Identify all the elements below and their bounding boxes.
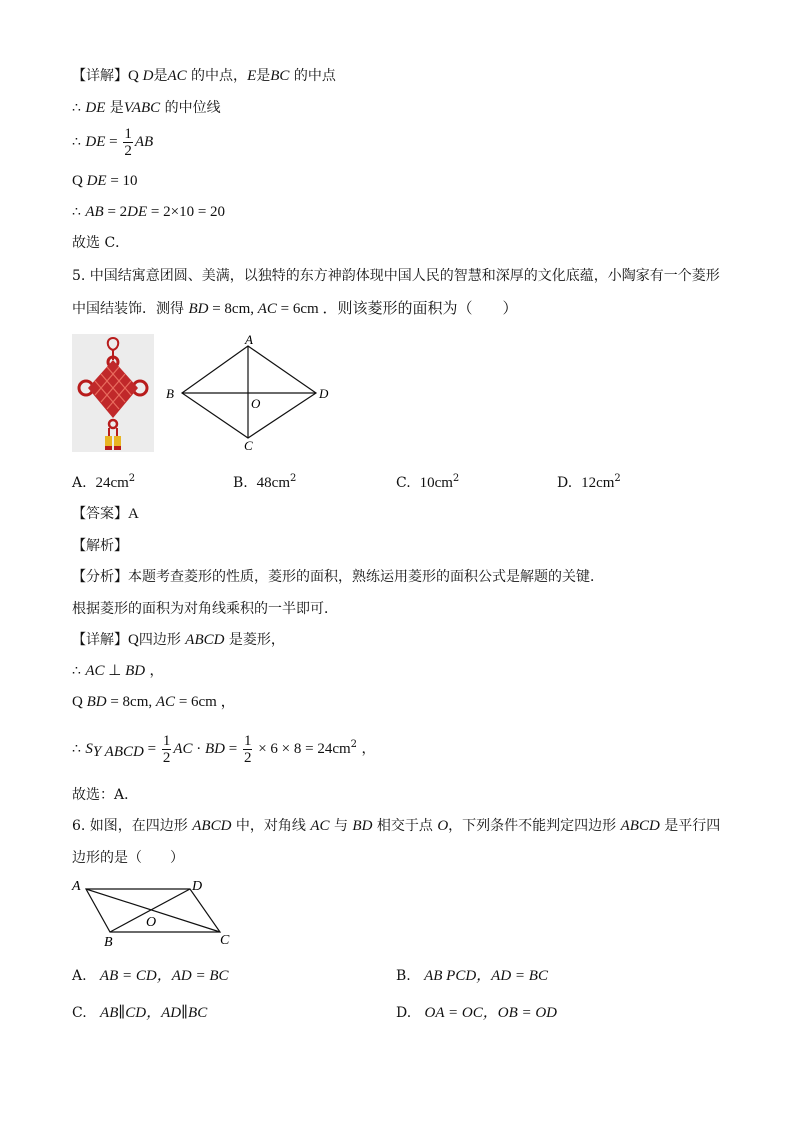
detail-tag: 【详解】 <box>72 68 128 84</box>
chinese-knot-image <box>72 334 154 452</box>
q5-detail-line1: 【详解】Q四边形 ABCD 是菱形， <box>72 632 285 648</box>
q6-option-a: A. AB = CD，AD = BC <box>72 968 229 984</box>
label-b: B <box>104 935 113 950</box>
rhombus-figure <box>160 332 340 456</box>
q6-option-d: D. OA = OC，OB = OD <box>396 1005 558 1021</box>
q4-detail-line4: Q DE = 10 <box>72 173 138 189</box>
q4-detail-line5: ∴ AB = 2DE = 2×10 = 20 <box>72 204 226 220</box>
label-a: A <box>245 332 253 347</box>
label-o: O <box>251 396 261 411</box>
label-c: C <box>220 933 230 948</box>
q5-answer: 【答案】A <box>72 506 139 522</box>
q5-stem-line2: 中国结装饰．测得 BD = 8cm, AC = 6cm ．则该菱形的面积为（ ） <box>72 301 518 317</box>
q5-analysis-line2: 根据菱形的面积为对角线乘积的一半即可． <box>72 601 338 617</box>
parallelogram-figure <box>70 874 240 950</box>
q4-answer: 故选 C． <box>72 235 130 251</box>
q5-analysis-line1: 【分析】本题考查菱形的性质，菱形的面积，熟练运用菱形的面积公式是解题的关键． <box>72 569 604 585</box>
q6-option-b: B. AB PCD，AD = BC <box>396 968 548 984</box>
q4-detail-line1: 【详解】Q D是AC 的中点，E是BC 的中点 <box>72 68 336 84</box>
q5-detail-line3: Q BD = 8cm, AC = 6cm ， <box>72 694 236 710</box>
q5-stem-line1: 5. 中国结寓意团圆、美满，以独特的东方神韵体现中国人民的智慧和深厚的文化底蕴，小陶家有一个菱形 <box>72 268 720 284</box>
q5-option-d: D. $12cm^2$ <box>557 473 621 491</box>
label-d: D <box>319 386 329 401</box>
q6-option-c: C. AB∥CD，AD∥BC <box>72 1005 208 1021</box>
q5-detail-line4: ∴ $S_{Y ABCD}$ = $\frac{1}{2}$ AC · BD = $\frac{1}{2}$ × $6 \times 8 = 24cm^2$ ， <box>72 732 376 766</box>
q5-option-a: A. $24cm^2$ <box>72 473 136 491</box>
label-b: B <box>166 386 174 401</box>
label-d: D <box>192 879 203 894</box>
label-a: A <box>72 879 81 894</box>
q5-analysis-tag: 【解析】 <box>72 538 128 554</box>
q6-stem-line1: 6. 如图，在四边形 ABCD 中，对角线 AC 与 BD 相交于点 O，下列条件不能判定四边形 ABCD 是平行四 <box>72 818 721 834</box>
rhombus-outline <box>182 346 316 438</box>
q5-option-b: B. $48cm^2$ <box>233 473 297 491</box>
q5-option-c: C. $10cm^2$ <box>396 473 460 491</box>
q5-detail-line2: ∴ AC ⊥ BD ， <box>72 663 164 679</box>
label-o: O <box>146 915 157 930</box>
q4-detail-line3: ∴ DE = $\frac{1}{2}$ AB <box>72 125 154 159</box>
q4-detail-line2: ∴ DE 是VABC 的中位线 <box>72 100 221 116</box>
fraction-half: $\frac{1}{2}$ <box>124 125 132 159</box>
label-c: C <box>244 438 253 453</box>
q6-stem-line2: 边形的是（ ） <box>72 850 184 866</box>
q5-final: 故选：A． <box>72 787 139 803</box>
